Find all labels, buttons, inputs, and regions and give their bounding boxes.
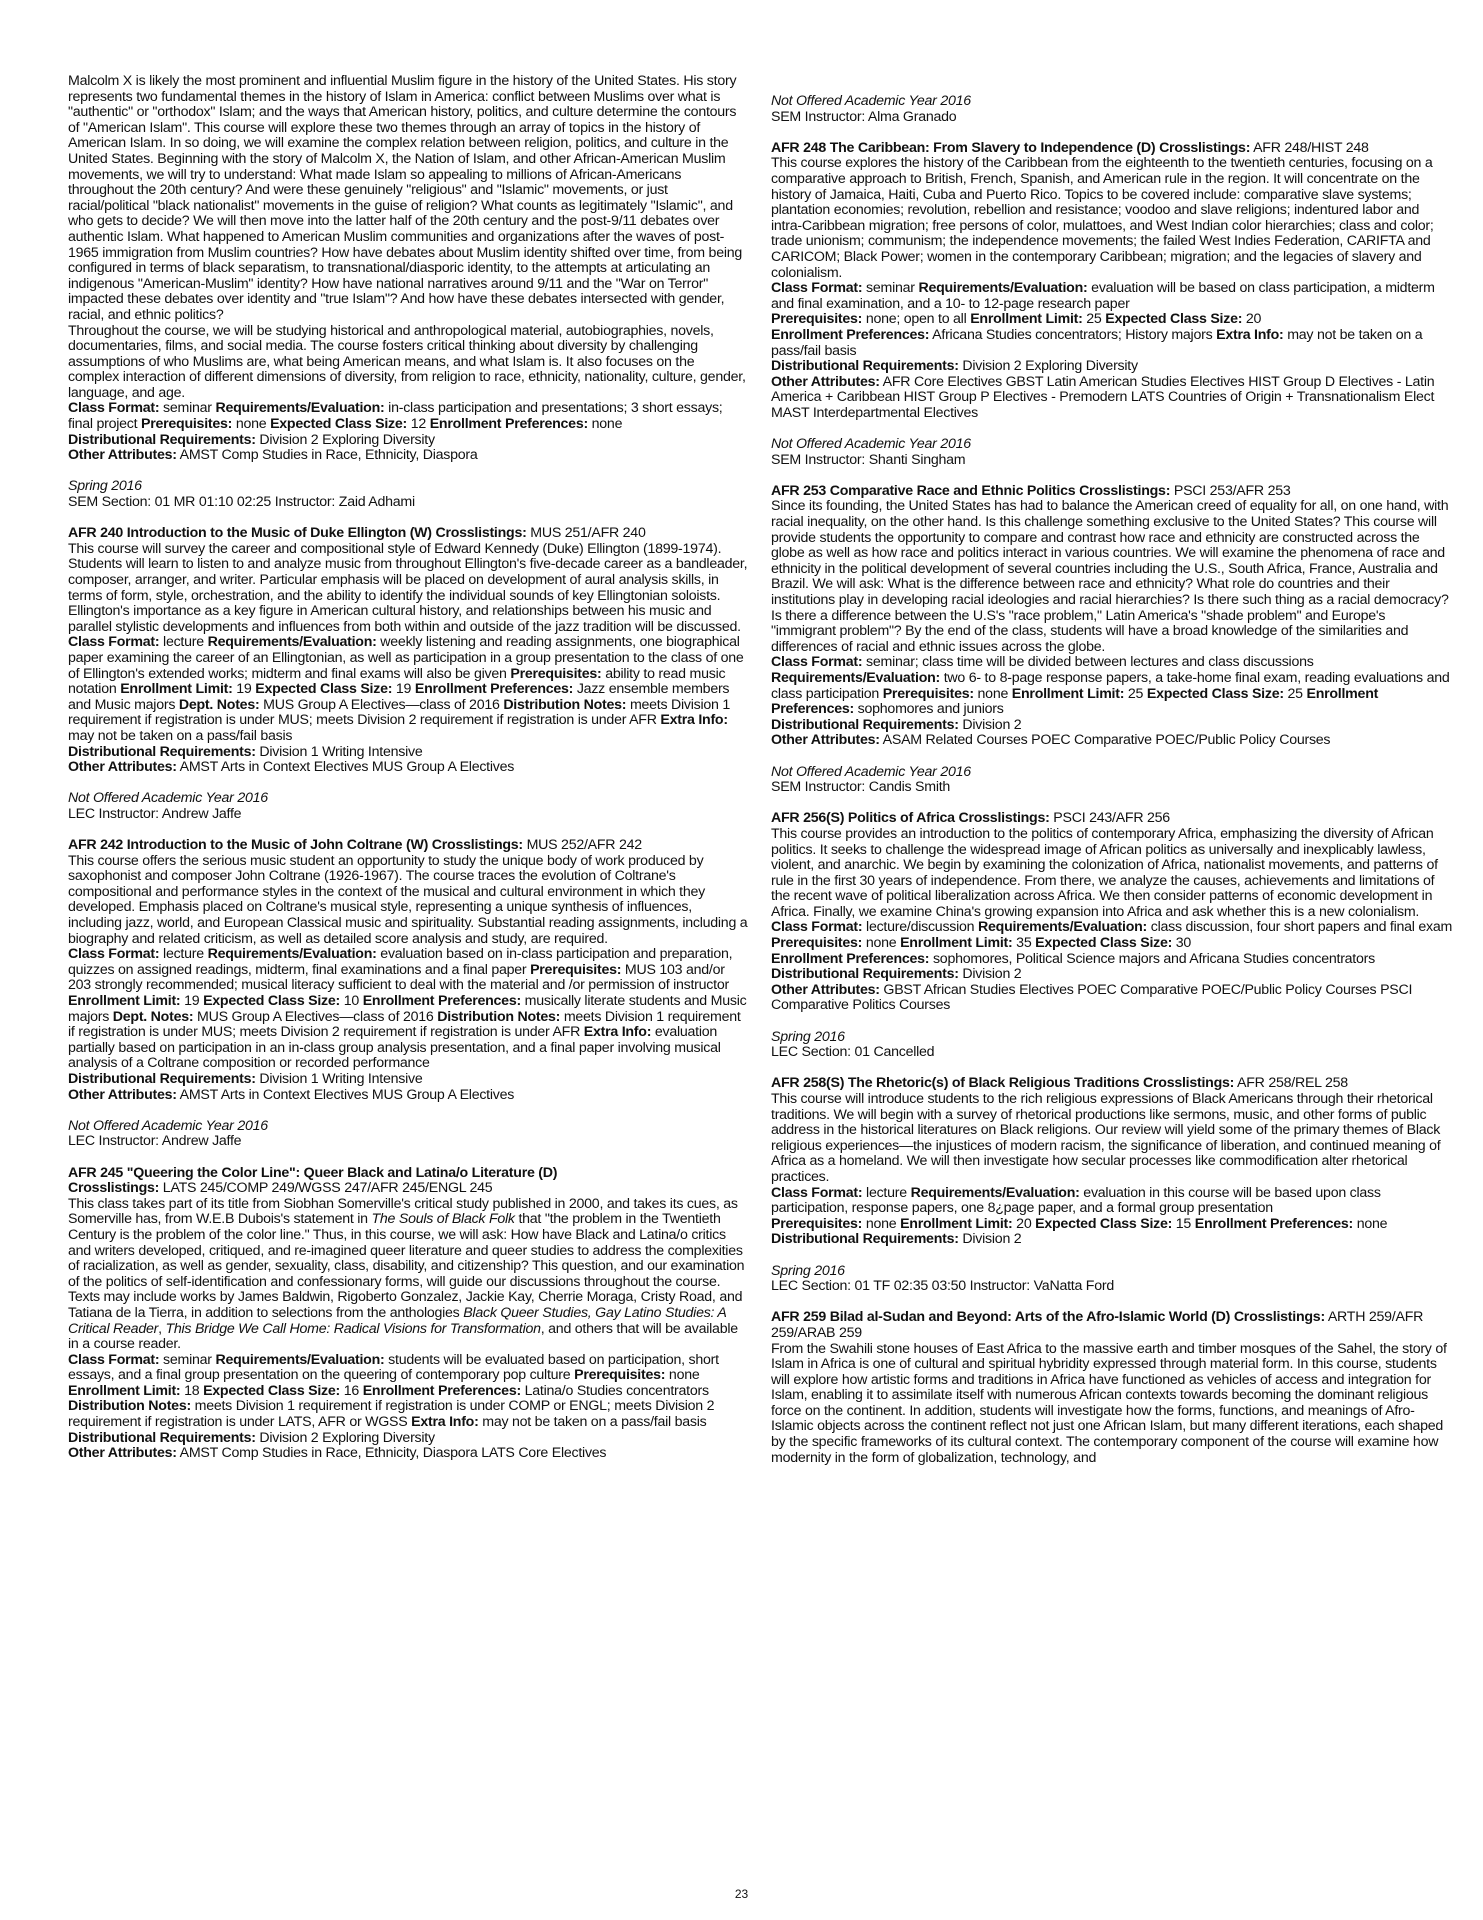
text-block — [771, 983, 1453, 1014]
body-text: This course will survey the career and compositional style of Edward Kennedy (Duke) Ellington (1899-1974). Students will learn to listen to and analyze music from throughout Ellington's five-decade career as a bandleader, composer, arranger, and writer. Particular emphasis will be placed on development of aural analysis skills, in terms of form, style, orchestration, and the ability to identify the individual sounds of key Ellingtonian soloists. Ellington's importance as a key figure in American cultural history, and relationships between his music and parallel stylistic developments and influences from both within and outside of the jazz tradition will be discussed. — [68, 540, 748, 635]
body-text: Malcolm X is likely the most prominent and influential Muslim figure in the history of the United States. His story represents two fundamental themes in the history of Islam in America: conflict between Muslims over what is "authentic" or "orthodox" Islam; and the ways that American history, politics, and culture determine the contours of "American Islam". This course will explore these two themes through an array of topics in the history of American Islam. In so doing, we will examine the complex relation between religion, politics, and culture in the United States. Beginning with the story of Malcolm X, the Nation of Islam, and other African-American Muslim movements, we will try to understand: What made Islam so appealing to millions of African-Americans throughout the 20th century? And were these genuinely "religious" and "Islamic" movements, or just racial/political "black nationalist" movements in the guise of religion? What counts as legitimately "Islamic", and who gets to decide? We will then move into the latter half of the 20th century and the post-9/11 debates over authentic Islam. What happened to American Muslim communities and organizations after the waves of post-1965 immigration from Muslim countries? How have debates about Muslim identity shifted over time, from being configured in terms of black separatism, to transnational/diasporic identity, to the attempts at articulating an indigenous "American-Muslim" identity? How have national narratives around 9/11 and the "War on Terror" impacted these debates over identity and "true Islam"? And how have these debates intersected with gender, racial, and ethnic politics? — [68, 73, 743, 323]
italic-text: Not Offered Academic Year 2016 — [771, 436, 971, 453]
bold-text: Distributional Requirements: — [771, 966, 959, 983]
body-text: This course explores the history of the Caribbean from the eighteenth to the twentieth centuries, focusing on a comparative approach to British, French, Spanish, and American rule in the region. It will concentrate on the history of Jamaica, Haiti, Cuba and Puerto Rico. Topics to be covered include: comparative slave systems; plantation economies; revolution, rebellion and resistance; voodoo and slave religions; indentured labor and intra-Caribbean migration; free persons of color, mulattoes, and West Indian color hierarchies; class and color; trade unionism; communism; the independence movements; the failed West Indies Federation, CARIFTA and CARICOM; Black Power; women in the contemporary Caribbean; migration; and the legacies of slavery and colonialism. — [771, 155, 1434, 281]
body-text: Division 2 Exploring Diversity — [255, 431, 435, 448]
text-block — [771, 499, 1453, 655]
text-block — [771, 1310, 1453, 1341]
text-block — [771, 1264, 1453, 1280]
bold-text: Enrollment Preferences: — [1194, 1215, 1354, 1232]
body-text: , — [158, 1320, 166, 1337]
body-text: Division 2 Exploring Diversity — [255, 1429, 435, 1446]
bold-text: Requirements/Evaluation: — [215, 400, 385, 417]
body-text: students will be evaluated based on participation, short essays, and a final group presentation on the queering of contemporary pop culture — [68, 1351, 719, 1384]
body-text: 25 — [1283, 685, 1307, 702]
body-text: AMST Comp Studies in Race, Ethnicity, Diaspora — [176, 447, 478, 464]
text-block — [68, 760, 748, 776]
text-block — [771, 1045, 1453, 1061]
block-gap — [771, 421, 1453, 437]
bold-text: Enrollment Preferences: — [362, 1382, 521, 1399]
bold-text: Distributional Requirements: — [771, 716, 959, 733]
body-text: none — [1353, 1215, 1388, 1232]
body-text: weekly listening and reading assignments, one biographical paper examining the career of an Ellingtonian, as well as participation in a group presentation to the class of one of Ellington's extended works; midterm and final exams will also be given — [68, 634, 744, 682]
body-text: lecture — [159, 634, 208, 651]
bold-text: Other Attributes: — [68, 1086, 177, 1103]
text-block — [68, 479, 748, 495]
bold-text: Class Format: — [68, 946, 160, 963]
bold-text: Other Attributes: — [771, 981, 880, 998]
text-block — [771, 780, 1453, 796]
bold-text: AFR 248 The Caribbean: From Slavery to Independence (D) Crosslistings: — [771, 139, 1251, 156]
bold-text: Prerequisites: — [510, 665, 602, 682]
italic-text: Not Offered Academic Year 2016 — [68, 790, 268, 807]
bold-text: Requirements/Evaluation: — [215, 1351, 385, 1368]
body-text: 19 — [392, 681, 415, 698]
body-text: PSCI 253/AFR 253 — [1170, 482, 1291, 499]
bold-text: Class Format: — [771, 1184, 863, 1201]
bold-text: AFR 253 Comparative Race and Ethnic Politics Crosslistings: — [771, 482, 1171, 499]
bold-text: Enrollment Preferences: — [771, 685, 1379, 718]
body-text: , and others that will be available in a course reader. — [68, 1320, 738, 1353]
body-text: sophomores, Political Science majors and Africana Studies concentrators — [929, 950, 1375, 967]
text-block — [68, 495, 748, 511]
body-text: ASAM Related Courses POEC Comparative POEC/Public Policy Courses — [879, 732, 1331, 749]
bold-text: Expected Class Size: — [203, 993, 341, 1010]
body-text: AFR 248/HIST 248 — [1250, 139, 1369, 156]
body-text: Africana Studies concentrators; History majors — [929, 326, 1217, 343]
bold-text: AFR 258(S) The Rhetoric(s) of Black Religious Traditions Crosslistings: — [771, 1075, 1235, 1092]
body-text: seminar — [159, 1351, 216, 1368]
bold-text: Other Attributes: — [68, 447, 177, 464]
body-text: MUS 251/AFR 240 — [526, 525, 646, 542]
bold-text: Distributional Requirements: — [68, 743, 256, 760]
bold-text: Requirements/Evaluation: — [207, 946, 377, 963]
text-block — [68, 1197, 748, 1353]
text-block — [68, 448, 748, 464]
bold-text: Enrollment Limit: — [68, 1382, 181, 1399]
bold-text: AFR 256(S) Politics of Africa Crosslistings: — [771, 810, 1050, 827]
body-text: 18 — [180, 1382, 204, 1399]
bold-text: Expected Class Size: — [1105, 311, 1243, 328]
body-text: SEM Instructor: Alma Granado — [771, 108, 957, 125]
body-text: This course provides an introduction to the politics of contemporary Africa, emphasizing the diversity of African politics. It seeks to challenge the widespread image of African politics as universally and inexplicably lawless, violent, and anarchic. We begin by examining the colonization of Africa, nationalist movements, and patterns of rule in the first 30 years of independence. From there, we analyze the causes, achievements and limitations of the recent wave of political liberalization across Africa. We then consider patterns of economic development in Africa. Finally, we examine China's growing expansion into Africa and ask whether this is a new colonialism. — [771, 825, 1438, 920]
text-block — [68, 1181, 748, 1197]
body-text: none — [862, 1215, 901, 1232]
body-text: 16 — [340, 1382, 363, 1399]
body-text: 25 — [1124, 685, 1147, 702]
text-block — [771, 156, 1453, 281]
body-text: LATS 245/COMP 249/WGSS 247/AFR 245/ENGL 245 — [159, 1180, 493, 1197]
text-block — [771, 952, 1453, 968]
text-block — [771, 453, 1453, 469]
bold-text: Extra Info: — [583, 1024, 652, 1041]
body-text: none — [665, 1367, 700, 1384]
body-text: Jazz ensemble members and Music majors — [68, 681, 730, 713]
bold-text: Expected Class Size: — [1035, 935, 1173, 952]
body-text: that "the problem in the Twentieth Century is the problem of the color line." Thus, in this course, we will ask: How have Black and Latina/o critics and writers developed, critiqued, and re-imagined queer literature and queer studies to address the complexities of racialization, as well as gender, sexuality, class, disability, and citizenship? This question, and our examination of the politics of self-identification and confessionary forms, will guide our discussions throughout the course. Texts may include works by James Baldwin, Rigoberto Gonzalez, Jackie Kay, Cherrie Moraga, Cristy Road, and Tatiana de la Tierra, in addition to selections from the anthologies — [68, 1211, 745, 1321]
bold-text: Other Attributes: — [68, 1445, 177, 1462]
text-block — [68, 1446, 748, 1462]
bold-text: Enrollment Limit: — [900, 1215, 1013, 1232]
body-text: Division 2 — [958, 716, 1022, 733]
bold-text: AFR 259 Bilad al-Sudan and Beyond: Arts of the Afro-Islamic World (D) Crosslistings: — [771, 1309, 1325, 1326]
body-text: meets Division 1 requirement if registration is under MUS; meets Division 2 requirement if registration is under AFR — [68, 696, 731, 729]
bold-text: Enrollment Preferences: — [429, 416, 588, 433]
right-column — [771, 0, 1453, 1466]
body-text: none; open to all — [862, 311, 971, 328]
text-block — [771, 110, 1453, 126]
text-block — [771, 1186, 1453, 1217]
body-text: 12 — [407, 416, 430, 433]
body-text: may not be taken on a pass/fail basis — [478, 1414, 707, 1431]
bold-text: Enrollment Limit: — [68, 993, 181, 1010]
body-text: may not be taken on a pass/fail basis — [771, 326, 1423, 359]
bold-text: Enrollment Limit: — [1011, 685, 1125, 702]
body-text: PSCI 243/AFR 256 — [1049, 810, 1170, 827]
block-gap — [771, 1248, 1453, 1264]
body-text: MUS Group A Electives—class of 2016 — [193, 1008, 438, 1025]
text-block — [68, 807, 748, 823]
body-text: none — [862, 935, 901, 952]
bold-text: Class Format: — [771, 654, 863, 671]
bold-text: Enrollment Limit: — [900, 935, 1013, 952]
italic-text: Not Offered Academic Year 2016 — [771, 763, 971, 780]
text-block — [771, 281, 1453, 312]
bold-text: Dept. Notes: — [178, 696, 260, 713]
block-gap — [68, 511, 748, 527]
body-text: Division 2 Exploring Diversity — [958, 358, 1138, 375]
bold-text: Expected Class Size: — [1146, 685, 1284, 702]
bold-text: Requirements/Evaluation: — [978, 919, 1148, 936]
block-gap — [68, 464, 748, 480]
bold-text: Prerequisites: — [771, 311, 863, 328]
bold-text: Distributional Requirements: — [68, 1071, 256, 1087]
text-block — [771, 920, 1453, 951]
body-text: AFR 258/REL 258 — [1234, 1075, 1348, 1092]
body-text: This class takes part of its title from Siobhan Somerville's critical study published in 2000, and takes its cues, as Somerville has, from W.E.B Dubois's statement in — [68, 1195, 738, 1228]
body-text: MUS 252/AFR 242 — [522, 837, 642, 854]
bold-text: AFR 245 "Queering the Color Line": Queer Black and Latina/o Literature (D) — [68, 1164, 558, 1181]
bold-text: Distributional Requirements: — [68, 1429, 256, 1446]
bold-text: Class Format: — [68, 400, 160, 417]
bold-text: Expected Class Size: — [270, 416, 408, 433]
text-block — [68, 74, 748, 324]
text-block — [68, 791, 748, 807]
body-text: GBST African Studies Electives POEC Comparative POEC/Public Policy Courses PSCI Comparative Politics Courses — [771, 981, 1413, 1014]
body-text: Division 2 — [958, 1231, 1022, 1248]
body-text: MUS Group A Electives—class of 2016 — [259, 696, 504, 713]
body-text: SEM Section: 01 MR 01:10 02:25 Instructor: Zaid Adhami — [68, 494, 415, 511]
block-gap — [771, 1295, 1453, 1311]
body-text: Latina/o Studies concentrators — [520, 1382, 709, 1399]
bold-text: Requirements/Evaluation: — [771, 669, 941, 686]
block-gap — [68, 776, 748, 792]
bold-text: Enrollment Preferences: — [414, 681, 574, 698]
bold-text: Enrollment Preferences: — [771, 326, 930, 343]
italic-text: Not Offered Academic Year 2016 — [68, 1117, 268, 1134]
italic-text: This Bridge We Call Home: Radical Visions for Transformation — [165, 1320, 541, 1337]
bold-text: Prerequisites: — [882, 685, 974, 702]
text-block — [771, 1217, 1453, 1233]
bold-text: Expected Class Size: — [203, 1382, 341, 1399]
text-block — [68, 324, 748, 402]
bold-text: Enrollment Limit: — [120, 681, 233, 698]
text-block — [771, 1030, 1453, 1046]
body-text: LEC Section: 01 TF 02:35 03:50 Instructor: VaNatta Ford — [771, 1278, 1114, 1295]
body-text: SEM Instructor: Shanti Singham — [771, 451, 966, 468]
body-text: evaluation in this course will be based upon class participation, response papers, one 8¿page paper, and a formal group presentation — [771, 1184, 1381, 1217]
text-block — [771, 1279, 1453, 1295]
text-block — [771, 1342, 1453, 1467]
text-block — [771, 655, 1453, 671]
text-block — [771, 811, 1453, 827]
bold-text: Enrollment Preferences: — [771, 950, 930, 967]
body-text: in-class participation and presentations; 3 short essays; final project — [68, 400, 723, 433]
body-text: seminar — [862, 280, 919, 297]
body-text: From the Swahili stone houses of East Africa to the massive earth and timber mosques of the Sahel, the story of Islam in Africa is one of cultural and spiritual hybridity expressed through material form. In this course, students will explore how artistic forms and traditions in Africa have functioned as vehicles of access and integration for Islam, enabling it to assimilate itself with numerous African contexts towards becoming the dominant religious force on the continent. In addition, students will investigate how the forms, functions, and meanings of Afro-Islamic objects across the continent reflect not just one African Islam, but many different iterations, each shaped by the specific frameworks of its cultural context. The contemporary component of the course will examine how modernity in the form of globalization, technology, and — [771, 1340, 1447, 1466]
block-gap — [771, 749, 1453, 765]
body-text: 35 — [1012, 935, 1036, 952]
body-text: none — [973, 685, 1012, 702]
text-block — [68, 542, 748, 636]
text-block — [68, 947, 748, 1072]
text-block — [771, 718, 1453, 734]
text-block — [771, 671, 1453, 718]
body-text: 30 — [1172, 935, 1192, 952]
text-block — [68, 1088, 748, 1104]
text-block — [771, 312, 1453, 328]
bold-text: Distributional Requirements: — [68, 431, 256, 448]
bold-text: Expected Class Size: — [255, 681, 393, 698]
bold-text: Expected Class Size: — [1035, 1215, 1173, 1232]
bold-text: Crosslistings: — [68, 1180, 160, 1197]
bold-text: Distribution Notes: — [437, 1008, 561, 1025]
body-text: seminar — [159, 400, 216, 417]
body-text: two 6- to 8-page response papers, a take-home final exam, reading evaluations and class participation — [771, 669, 1450, 702]
body-text: AMST Arts in Context Electives MUS Group A Electives — [176, 759, 515, 776]
body-text: SEM Instructor: Candis Smith — [771, 779, 951, 796]
bold-text: Prerequisites: — [530, 961, 622, 978]
body-text: 19 — [180, 993, 204, 1010]
body-text: AMST Comp Studies in Race, Ethnicity, Diaspora LATS Core Electives — [176, 1445, 607, 1462]
text-block — [771, 359, 1453, 375]
bold-text: Prerequisites: — [574, 1367, 666, 1384]
text-block — [68, 1166, 748, 1182]
bold-text: Distribution Notes: — [68, 1398, 191, 1415]
body-text: ability to read music notation — [68, 665, 726, 698]
body-text: 20 — [1242, 311, 1262, 328]
text-block — [771, 375, 1453, 422]
text-block — [68, 745, 748, 761]
body-text: Division 1 Writing Intensive — [255, 1071, 423, 1087]
italic-text: Spring 2016 — [68, 478, 142, 495]
bold-text: Distributional Requirements: — [771, 358, 959, 375]
bold-text: Distribution Notes: — [503, 696, 627, 713]
text-block — [771, 1092, 1453, 1186]
text-block — [68, 1431, 748, 1447]
text-block — [68, 1119, 748, 1135]
italic-text: Not Offered Academic Year 2016 — [771, 93, 971, 109]
page-number: 23 — [734, 1887, 749, 1901]
body-text: sophomores and juniors — [853, 701, 1004, 718]
block-gap — [771, 1014, 1453, 1030]
bold-text: Class Format: — [771, 919, 863, 936]
text-block — [68, 1353, 748, 1431]
body-text: MUS 103 and/or 203 strongly recommended; musical literacy sufficient to deal with the material and /or permission of instructor — [68, 961, 729, 994]
text-block — [771, 328, 1453, 359]
italic-text: Spring 2016 — [771, 1028, 845, 1045]
text-block — [771, 827, 1453, 921]
body-text: This course offers the serious music student an opportunity to study the unique body of work produced by saxophonist and composer John Coltrane (1926-1967). The course traces the evolution of Coltrane's compositional and performance styles in the context of the musical and cultural environment in which they developed. Emphasis placed on Coltrane's musical style, representing a unique synthesis of influences, including jazz, world, and European Classical music and spirituality. Substantial reading assignments, including a biography and related criticism, as well as detailed score analysis and study, are required. — [68, 852, 748, 947]
text-block — [771, 141, 1453, 157]
text-block — [771, 94, 1453, 110]
body-text: Throughout the course, we will be studying historical and anthropological material, autobiographies, novels, documentaries, films, and social media. The course fosters critical thinking about diversity by challenging assumptions of who Muslims are, what being American means, and what Islam is. It also focuses on the complex interaction of different dimensions of diversity, from religion to race, ethnicity, nationality, culture, gender, language, and age. — [68, 322, 746, 401]
body-text: LEC Section: 01 Cancelled — [771, 1044, 935, 1061]
block-gap — [771, 1061, 1453, 1077]
text-block — [771, 484, 1453, 500]
bold-text: Class Format: — [68, 1351, 160, 1368]
body-text: 19 — [232, 681, 256, 698]
body-text: This course will introduce students to the rich religious expressions of Black Americans through their rhetorical traditions. We will begin with a survey of rhetorical productions like sermons, music, and other forms of public address in the historical literatures on Black religions. Our review will yield some of the primary themes of Black religious experiences—the injustices of modern racism, the significance of liberation, and continued meaning of Africa as a homeland. We will then investigate how secular processes like commodification alter rhetorical practices. — [771, 1091, 1441, 1185]
body-text: meets Division 1 requirement if registration is under COMP or ENGL; meets Division 2 requirement if registration is under LATS, AFR or WGSS — [68, 1398, 715, 1431]
body-text: 10 — [340, 993, 363, 1010]
block-gap — [771, 796, 1453, 812]
italic-text: The Souls of Black Folk — [371, 1211, 515, 1228]
block-gap — [771, 468, 1453, 484]
body-text: class discussion, four short papers and final exam — [1147, 919, 1453, 936]
italic-text: Black Queer Studies, Gay Latino Studies: A Critical Reader — [68, 1304, 727, 1337]
text-block — [68, 838, 748, 854]
bold-text: Other Attributes: — [771, 373, 880, 390]
body-text: ARTH 259/AFR 259/ARAB 259 — [771, 1309, 1424, 1341]
text-block — [68, 401, 748, 432]
bold-text: Extra Info: — [1216, 326, 1284, 343]
body-text: 15 — [1172, 1215, 1195, 1232]
body-text: LEC Instructor: Andrew Jaffe — [68, 1133, 242, 1150]
bold-text: AFR 242 Introduction to the Music of John Coltrane (W) Crosslistings: — [68, 837, 523, 854]
body-text: Division 2 — [958, 966, 1022, 983]
bold-text: Dept. Notes: — [112, 1008, 194, 1025]
text-block — [68, 1134, 748, 1150]
body-text: lecture — [159, 946, 208, 963]
text-block — [68, 526, 748, 542]
body-text: evaluation partially based on participation in an in-class group analysis presentation, and a final paper involving musical analysis of a Coltrane composition or recorded performance — [68, 1024, 721, 1072]
body-text: seminar; class time will be divided between lectures and class discussions — [862, 654, 1314, 671]
bold-text: Enrollment Preferences: — [362, 993, 521, 1010]
body-text: LEC Instructor: Andrew Jaffe — [68, 805, 242, 822]
bold-text: Enrollment Limit: — [970, 311, 1083, 328]
bold-text: Distributional Requirements: — [771, 1231, 959, 1248]
text-block — [771, 1232, 1453, 1248]
body-text: 25 — [1082, 311, 1106, 328]
bold-text: Prerequisites: — [771, 1215, 863, 1232]
body-text: none — [587, 416, 623, 433]
text-block — [771, 765, 1453, 781]
text-block — [771, 967, 1453, 983]
text-block — [771, 733, 1453, 749]
body-text: Division 1 Writing Intensive — [255, 743, 423, 760]
bold-text: Class Format: — [771, 280, 863, 297]
italic-text: Spring 2016 — [771, 1262, 845, 1279]
bold-text: Prerequisites: — [141, 416, 233, 433]
body-text: meets Division 1 requirement if registration is under MUS; meets Division 2 requirement if registration is under AFR — [68, 1008, 741, 1041]
body-text: lecture/discussion — [862, 919, 979, 936]
text-block — [771, 1076, 1453, 1092]
bold-text: Class Format: — [68, 634, 160, 651]
body-text: may not be taken on a pass/fail basis — [68, 727, 293, 744]
body-text: AMST Arts in Context Electives MUS Group A Electives — [176, 1086, 515, 1103]
block-gap — [771, 125, 1453, 141]
text-block — [771, 437, 1453, 453]
body-text: 20 — [1012, 1215, 1036, 1232]
bold-text: AFR 240 Introduction to the Music of Duke Ellington (W) Crosslistings: — [68, 525, 527, 542]
block-gap — [68, 1103, 748, 1119]
body-text: none — [232, 416, 271, 433]
body-text: evaluation based on in-class participation and preparation, quizzes on assigned readings, midterm, final examinations and a final paper — [68, 946, 733, 978]
bold-text: Requirements/Evaluation: — [207, 634, 377, 651]
bold-text: Extra Info: — [660, 712, 728, 729]
bold-text: Other Attributes: — [771, 732, 880, 749]
body-text: musically literate students and Music majors — [68, 993, 747, 1025]
bold-text: Requirements/Evaluation: — [918, 280, 1088, 297]
bold-text: Extra Info: — [411, 1414, 479, 1431]
block-gap — [68, 1150, 748, 1166]
bold-text: Prerequisites: — [771, 935, 863, 952]
text-block — [68, 1072, 748, 1088]
bold-text: Requirements/Evaluation: — [910, 1184, 1080, 1201]
text-block — [68, 433, 748, 449]
body-text: AFR Core Electives GBST Latin American Studies Electives HIST Group D Electives - Latin America + Caribbean HIST Group P Electives - Premodern LATS Countries of Origin + Transnationalism Elect MAST Interdepartmental Electives — [771, 373, 1435, 421]
body-text: evaluation will be based on class participation, a midterm and final examination, and a 10- to 12-page research paper — [771, 280, 1435, 312]
text-block — [68, 854, 748, 948]
left-column — [68, 0, 748, 1462]
bold-text: Other Attributes: — [68, 759, 177, 776]
body-text: lecture — [862, 1184, 911, 1201]
body-text: Since its founding, the United States has had to balance the American creed of equality for all, on one hand, with racial inequality, on the other hand. Is this challenge something exclusive to the United States? This course will provide students the opportunity to compare and contrast how race and ethnicity are constructed across the globe as well as how race and politics interact in various countries. We will examine the phenomena of race and ethnicity in the political development of several countries including the U.S., South Africa, France, Australia and Brazil. We will ask: What is the difference between race and ethnicity? What role do countries and their institutions play in developing racial ideologies and racial hierarchies? Is there such thing as a racial democracy? Is there a difference between the U.S's "race problem," Latin America's "shade problem" and Europe's "immigrant problem"? By the end of the class, students will have a broad knowledge of the similarities and differences of racial and ethnic issues across the globe. — [771, 498, 1449, 655]
text-block — [68, 635, 748, 744]
block-gap — [68, 823, 748, 839]
